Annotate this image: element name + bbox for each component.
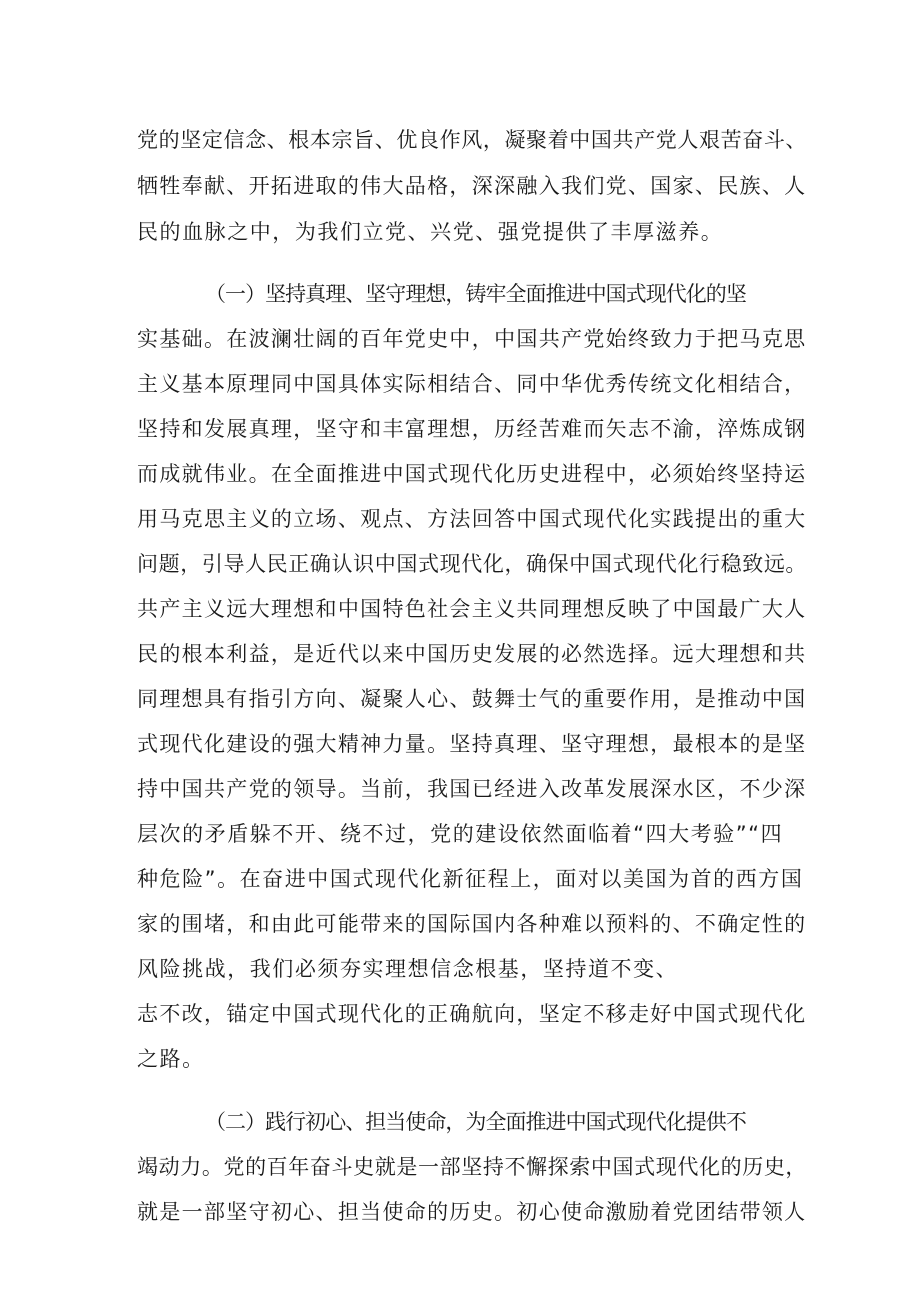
text-line: 竭动力。党的百年奋斗史就是一部坚持不懈探索中国式现代化的历史， <box>137 1155 808 1179</box>
text-line: 党的坚定信念、根本宗旨、优良作风，凝聚着中国共产党人艰苦奋斗、 <box>137 128 808 152</box>
text-line: 民的根本利益，是近代以来中国历史发展的必然选择。远大理想和共 <box>137 642 807 666</box>
section-heading-2: （二）践行初心、担当使命，为全面推进中国式现代化提供不 <box>205 1110 746 1134</box>
text-line: 家的围堵，和由此可能带来的国际国内各种难以预料的、不确定性的 <box>137 912 807 936</box>
text-line: 实基础。在波澜壮阔的百年党史中，中国共产党始终致力于把马克思 <box>137 327 807 351</box>
section-heading-1: （一）坚持真理、坚守理想，铸牢全面推进中国式现代化的坚 <box>205 282 746 306</box>
text-line: 志不改，锚定中国式现代化的正确航向，坚定不移走好中国式现代化 <box>137 1002 807 1026</box>
text-line: 层次的矛盾躲不开、绕不过，党的建设依然面临着“四大考验”“四 <box>137 822 784 846</box>
text-line: 共产主义远大理想和中国特色社会主义共同理想反映了中国最广大人 <box>137 597 807 621</box>
text-line: 用马克思主义的立场、观点、方法回答中国式现代化实践提出的重大 <box>137 507 807 531</box>
text-line: 问题，引导人民正确认识中国式现代化，确保中国式现代化行稳致远。 <box>137 552 808 576</box>
text-line: 主义基本原理同中国具体实际相结合、同中华优秀传统文化相结合， <box>137 372 807 396</box>
text-line: 而成就伟业。在全面推进中国式现代化历史进程中，必须始终坚持运 <box>137 462 807 486</box>
text-line: 之路。 <box>137 1047 205 1071</box>
text-line: 持中国共产党的领导。当前，我国已经进入改革发展深水区，不少深 <box>137 777 807 801</box>
text-line: 牺牲奉献、开拓进取的伟大品格，深深融入我们党、国家、民族、人 <box>137 174 807 198</box>
text-line: 种危险”。在奋进中国式现代化新征程上，面对以美国为首的西方国 <box>137 867 804 891</box>
text-line: 式现代化建设的强大精神力量。坚持真理、坚守理想，最根本的是坚 <box>137 732 807 756</box>
text-line: 民的血脉之中，为我们立党、兴党、强党提供了丰厚滋养。 <box>137 220 724 244</box>
text-line: 风险挑战，我们必须夯实理想信念根基，坚持道不变、 <box>137 957 679 981</box>
text-line: 同理想具有指引方向、凝聚人心、鼓舞士气的重要作用，是推动中国 <box>137 687 807 711</box>
text-line: 坚持和发展真理，坚守和丰富理想，历经苦难而矢志不渝，淬炼成钢 <box>137 417 807 441</box>
text-line: 就是一部坚守初心、担当使命的历史。初心使命激励着党团结带领人 <box>137 1200 807 1224</box>
